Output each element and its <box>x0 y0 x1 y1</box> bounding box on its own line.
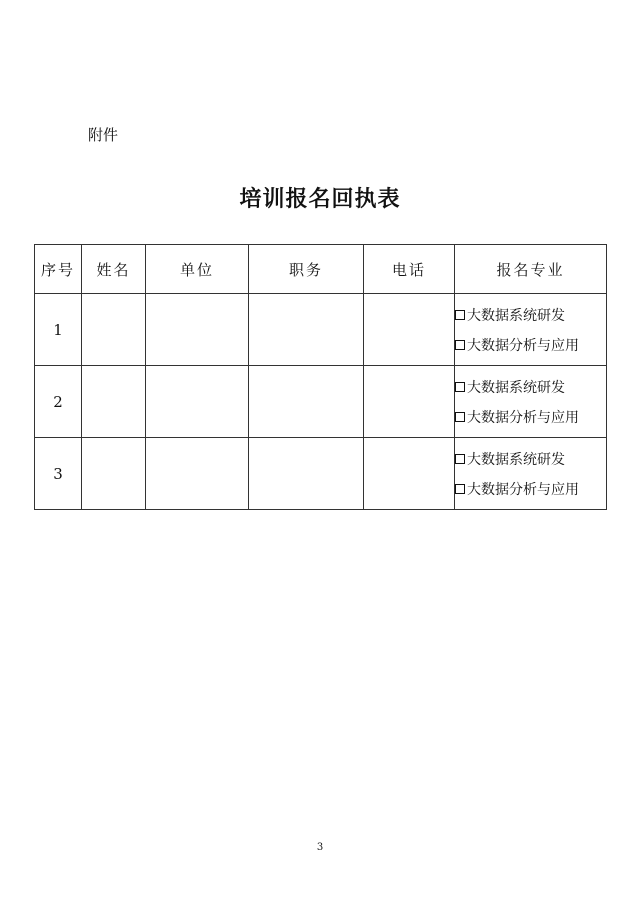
option-label: 大数据系统研发 <box>467 307 565 324</box>
major-cell <box>455 366 607 438</box>
table-row <box>35 294 607 366</box>
unit-cell[interactable] <box>146 294 249 366</box>
option-label: 大数据系统研发 <box>467 451 565 468</box>
row-number: 2 <box>35 366 82 438</box>
header-major: 报名专业 <box>455 245 607 294</box>
row-number: 3 <box>35 438 82 510</box>
form-title: 培训报名回执表 <box>239 186 401 212</box>
name-cell[interactable] <box>82 366 146 438</box>
table-header-row <box>35 245 607 294</box>
major-option[interactable] <box>455 444 606 474</box>
checkbox-icon[interactable] <box>455 340 465 350</box>
attachment-label: 附件 <box>88 126 119 144</box>
row-number: 1 <box>35 294 82 366</box>
header-position: 职务 <box>249 245 364 294</box>
page-number: 3 <box>316 842 324 853</box>
unit-cell[interactable] <box>146 366 249 438</box>
phone-cell[interactable] <box>364 294 455 366</box>
header-serial: 序号 <box>35 245 82 294</box>
checkbox-icon[interactable] <box>455 382 465 392</box>
major-cell <box>455 438 607 510</box>
header-unit: 单位 <box>146 245 249 294</box>
major-cell <box>455 294 607 366</box>
position-cell[interactable] <box>249 438 364 510</box>
major-option[interactable] <box>455 474 606 504</box>
phone-cell[interactable] <box>364 438 455 510</box>
header-name: 姓名 <box>82 245 146 294</box>
position-cell[interactable] <box>249 366 364 438</box>
major-option[interactable] <box>455 330 606 360</box>
registration-table <box>34 244 607 510</box>
option-label: 大数据分析与应用 <box>467 409 579 426</box>
checkbox-icon[interactable] <box>455 412 465 422</box>
checkbox-icon[interactable] <box>455 454 465 464</box>
table-row <box>35 366 607 438</box>
checkbox-icon[interactable] <box>455 484 465 494</box>
major-option[interactable] <box>455 402 606 432</box>
option-label: 大数据分析与应用 <box>467 481 579 498</box>
major-option[interactable] <box>455 372 606 402</box>
name-cell[interactable] <box>82 294 146 366</box>
phone-cell[interactable] <box>364 366 455 438</box>
option-label: 大数据系统研发 <box>467 379 565 396</box>
table-row <box>35 438 607 510</box>
checkbox-icon[interactable] <box>455 310 465 320</box>
header-phone: 电话 <box>364 245 455 294</box>
unit-cell[interactable] <box>146 438 249 510</box>
name-cell[interactable] <box>82 438 146 510</box>
major-option[interactable] <box>455 300 606 330</box>
position-cell[interactable] <box>249 294 364 366</box>
option-label: 大数据分析与应用 <box>467 337 579 354</box>
